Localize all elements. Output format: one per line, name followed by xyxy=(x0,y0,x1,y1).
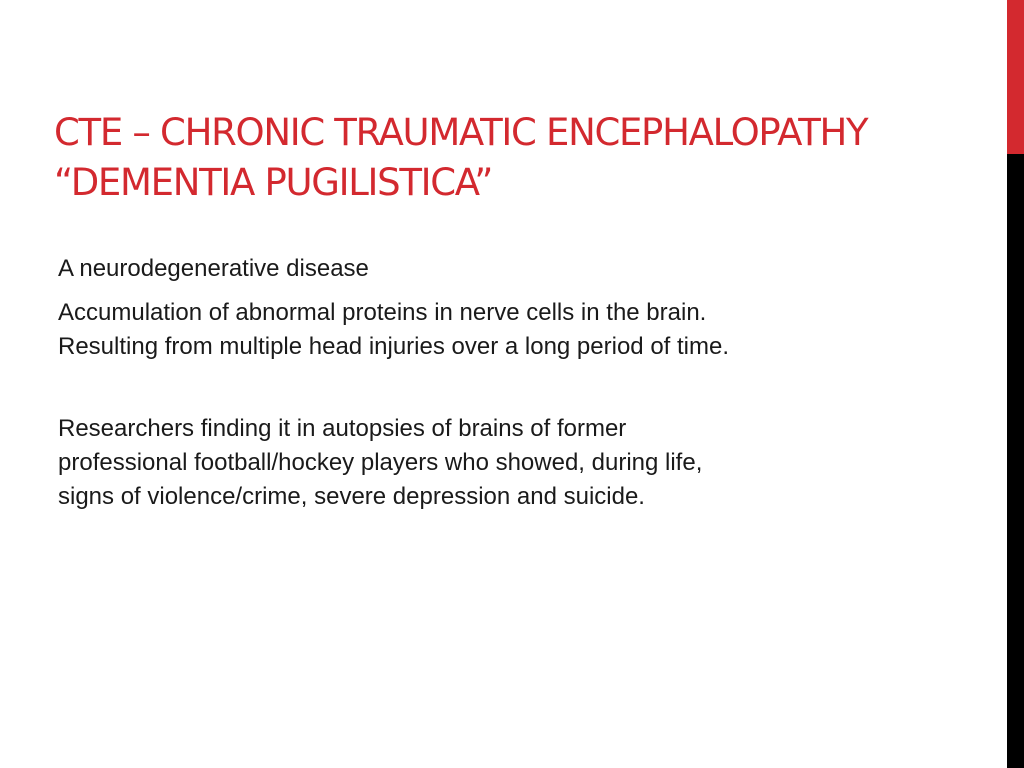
slide-title xyxy=(54,108,1014,208)
bullet-1: A neurodegenerative disease xyxy=(58,255,369,282)
bullet-3-line-1: Researchers finding it in autopsies of brains of former xyxy=(58,415,627,442)
bullet-3 xyxy=(58,412,938,514)
bullet-3-line-3: signs of violence/crime, severe depression and suicide. xyxy=(58,483,645,510)
bullet-2-line-2: Resulting from multiple head injuries over a long period of time. xyxy=(58,333,730,360)
bullet-3-line-2: professional football/hockey players who showed, during life, xyxy=(58,449,703,476)
slide-body xyxy=(58,252,938,514)
title-line-2: “DEMENTIA PUGILISTICA” xyxy=(54,161,493,204)
bullet-2 xyxy=(58,296,938,364)
bullet-2-line-1: Accumulation of abnormal proteins in nerve cells in the brain. xyxy=(58,299,707,326)
title-line-1: CTE – CHRONIC TRAUMATIC ENCEPHALOPATHY xyxy=(54,111,868,154)
